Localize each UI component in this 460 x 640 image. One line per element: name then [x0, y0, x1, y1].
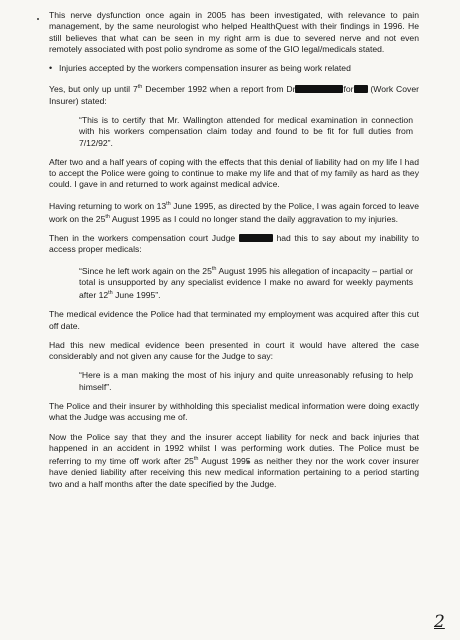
paragraph-withholding: The Police and their insurer by withholding this specialist medical information were doing exactly what the Judge was accusing me of. — [49, 401, 419, 423]
quote-here-is-a-man: “Here is a man making the most of his injury and quite unreasonably refusing to help himself”. — [79, 370, 413, 392]
document-body — [49, 10, 419, 498]
bullet-injuries-accepted — [49, 63, 419, 74]
superscript: th — [166, 200, 171, 207]
paragraph-judge — [49, 233, 419, 256]
superscript: th — [108, 290, 113, 297]
text-run: Having returning to work on 13 — [49, 200, 167, 211]
redaction-bar — [354, 85, 368, 93]
text-run: Now the Police say that they and the insurer accept liability for neck and back injuries that happened in an accident in 1992 whilst I was performing work duties. The Police must be referring to my time off work after 25 — [49, 431, 419, 467]
quote-certify: “This is to certify that Mr. Wallington attended for medical examination in connection with his workers compensation claim today and found to be fit for full duties from 7/12/92”. — [79, 114, 413, 148]
paragraph-two-and-half-years: After two and a half years of coping with the effects that this denial of liability had on my life I had to accept the Police were going to continue to make my life and that of my family as hard as they could. I gave in and returned to work against medical advice. — [49, 156, 419, 190]
quote-since-he-left — [79, 264, 413, 302]
text-run: August 1995 as I could no longer stand the daily aggravation to my injuries. — [109, 213, 399, 224]
paragraph-medical-evidence: The medical evidence the Police had that terminated my employment was acquired after this cut off date. — [49, 309, 419, 331]
text-run: June 1995, as directed by the Police, I was again forced to leave work on the 25 — [49, 200, 419, 224]
paragraph-report — [49, 82, 419, 106]
redaction-bar — [239, 234, 273, 242]
text-run: had this to say about my inability to access proper medicals: — [49, 233, 420, 255]
text-run: August 1995 as neither they nor the work cover insurer have denied liability after receiving this new medical information pertaining to a period starting two and a half months after the date specified by the Judge. — [49, 456, 419, 489]
text-run: Yes, but only up until 7 — [49, 84, 138, 95]
scan-speck — [37, 18, 39, 20]
text-run: December 1992 when a report from Dr — [142, 84, 296, 95]
bullet-text: Injuries accepted by the workers compensation insurer as being work related — [59, 63, 351, 74]
page-number: 2 — [434, 612, 445, 632]
text-run: for — [343, 84, 354, 95]
superscript: th — [211, 265, 217, 272]
paragraph-returning-to-work — [49, 199, 419, 225]
paragraph-liability — [49, 432, 419, 490]
superscript: th — [137, 84, 143, 91]
superscript: th — [105, 213, 110, 220]
text-run: August 1995 his allegation of incapacity – partial or total is unsupported by any specialist evidence I make no award for weekly payments after 12 — [79, 265, 413, 300]
superscript: th — [193, 456, 199, 463]
text-run: “Since he left work again on the 25 — [79, 265, 212, 276]
paragraph-nerve-dysfunction: This nerve dysfunction once again in 2005 has been investigated, with relevance to pain management, by the same neurologist who helped HealthQuest with their findings in 1996. He still believes that what can be seen in my right arm is due to severed nerve and not even remotely associated with post polio syndrome as some of the GIO legal/medicals stated. — [49, 10, 419, 54]
text-run: June 1995”. — [112, 289, 161, 300]
text-run: (Work Cover Insurer) stated: — [49, 84, 419, 106]
text-run: Then in the workers compensation court Judge — [49, 233, 236, 244]
paragraph-new-evidence: Had this new medical evidence been presented in court it would have altered the case considerably and not given any cause for the Judge to say: — [49, 339, 419, 362]
redaction-bar — [295, 85, 343, 93]
bullet-icon: • — [49, 63, 53, 74]
